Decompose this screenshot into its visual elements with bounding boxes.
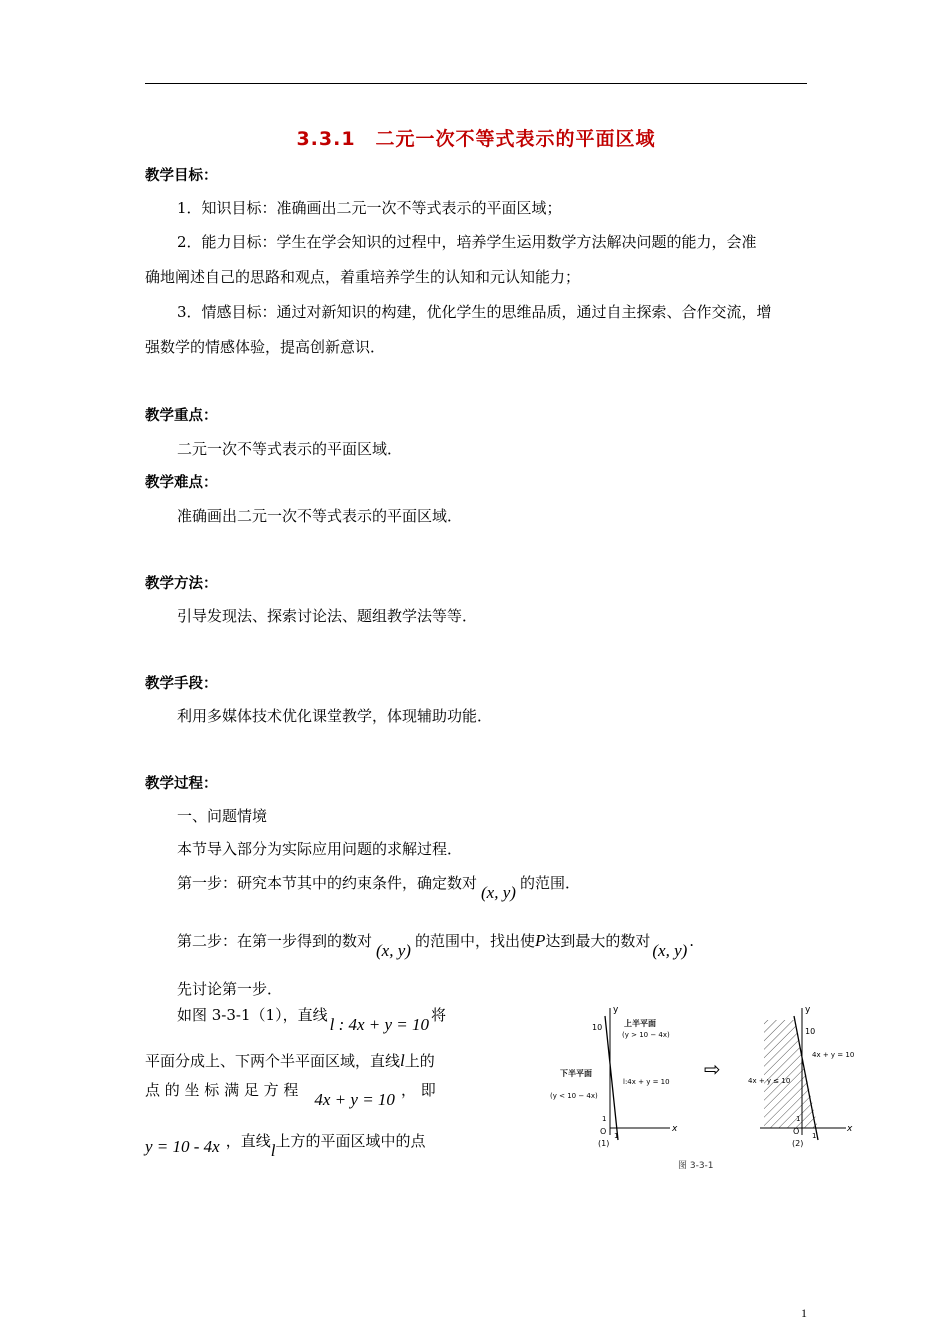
- figure-3-3-1: [550, 1000, 870, 1180]
- right-ineq-label: 4x + y ≤ 10: [748, 1077, 791, 1085]
- text-line-4: [145, 1130, 426, 1160]
- left-lower-label: 下半平面: [560, 1069, 592, 1078]
- difficulty-text: 准确画出二元一次不等式表示的平面区域．: [177, 507, 463, 525]
- text-line-2-a: 平面分成上、下两个半平面区域，直线: [145, 1052, 401, 1070]
- step-2-text-d: .: [689, 932, 695, 950]
- text-line-2: [145, 1050, 435, 1071]
- step-2-text-c: 达到最大的数对: [545, 932, 651, 950]
- fig-ref-text-b: 将: [431, 1006, 447, 1024]
- left-origin: O: [600, 1127, 607, 1136]
- step-2-math-1: (x, y): [376, 941, 411, 960]
- process-sub-1: 一、问题情境: [177, 807, 268, 825]
- figure-left-plot: [550, 1005, 678, 1148]
- left-caption: (1): [598, 1139, 610, 1148]
- left-line-label: l:4x + y = 10: [623, 1078, 670, 1086]
- right-tick-1x: 1: [812, 1132, 817, 1140]
- left-upper-label: 上半平面: [624, 1019, 656, 1028]
- step-2-text-b: 的范围中，找出使: [414, 932, 535, 950]
- text-line-4-l: l: [270, 1141, 276, 1160]
- header-rule: [145, 83, 807, 84]
- text-line-4-a: ，直线: [225, 1132, 271, 1150]
- goals-heading: 教学目标：: [145, 168, 218, 184]
- page-number: 1: [801, 1306, 807, 1320]
- method-heading: 教学方法：: [145, 576, 218, 592]
- goal-1: 1．知识目标：准确画出二元一次不等式表示的平面区域；: [177, 199, 562, 217]
- key-text: 二元一次不等式表示的平面区域．: [177, 440, 403, 458]
- right-origin: O: [793, 1127, 800, 1136]
- right-shaded-region: [764, 1020, 818, 1128]
- process-heading: 教学过程：: [145, 776, 218, 792]
- left-upper-ineq: (y > 10 − 4x): [622, 1031, 670, 1039]
- text-line-3-a: 点 的 坐 标 满 足 方 程: [145, 1081, 299, 1099]
- right-y-label: y: [805, 1005, 811, 1015]
- discuss-text: 先讨论第一步．: [177, 980, 283, 998]
- figure-right-plot: [748, 1005, 854, 1148]
- text-line-2-b: 上的: [404, 1052, 435, 1070]
- step-2-p: P: [534, 931, 546, 950]
- left-tick-1x: 1: [614, 1132, 619, 1140]
- fig-ref-math: l : 4x + y = 10: [329, 1015, 430, 1034]
- step-1-math: (x, y): [481, 883, 516, 902]
- left-lower-ineq: (y < 10 − 4x): [550, 1092, 598, 1100]
- left-tick-1y: 1: [602, 1115, 607, 1123]
- goal-2-line-2: 确地阐述自己的思路和观点，着重培养学生的认知和元认知能力；: [145, 268, 581, 286]
- left-y-label: y: [613, 1005, 619, 1015]
- text-line-2-l: l: [400, 1051, 405, 1070]
- step-2-text-a: 第二步：在第一步得到的数对: [177, 932, 373, 950]
- left-line-l: [605, 1016, 618, 1140]
- text-line-3-math: 4x + y = 10: [314, 1090, 395, 1109]
- left-tick-10: 10: [592, 1023, 603, 1032]
- right-caption: (2): [792, 1139, 804, 1148]
- text-line-4-b: 上方的平面区域中的点: [275, 1132, 426, 1150]
- step-1-text-a: 第一步：研究本节其中的约束条件，确定数对: [177, 874, 478, 892]
- fig-ref-text-a: 如图 3-3-1（1），直线: [177, 1006, 328, 1024]
- arrow-icon: ⇨: [704, 1057, 721, 1081]
- text-line-4-math: y = 10 - 4x: [145, 1137, 220, 1156]
- right-tick-10: 10: [805, 1027, 816, 1036]
- text-line-3-b: ， 即: [400, 1081, 436, 1099]
- difficulty-heading: 教学难点：: [145, 475, 218, 491]
- goal-3-line-1: 3．情感目标：通过对新知识的构建，优化学生的思维品质，通过自主探索、合作交流，增: [177, 303, 772, 321]
- means-heading: 教学手段：: [145, 676, 218, 692]
- goal-2-line-1: 2．能力目标：学生在学会知识的过程中，培养学生运用数学方法解决问题的能力，会准: [177, 233, 757, 251]
- means-text: 利用多媒体技术优化课堂教学，体现辅助功能．: [177, 707, 493, 725]
- right-tick-1y: 1: [796, 1115, 801, 1123]
- step-1-text-b: 的范围．: [519, 874, 580, 892]
- left-x-label: x: [672, 1124, 678, 1134]
- method-text: 引导发现法、探索讨论法、题组教学法等等．: [177, 607, 478, 625]
- goal-3-line-2: 强数学的情感体验，提高创新意识．: [145, 338, 386, 356]
- figure-caption: 图 3-3-1: [678, 1161, 714, 1171]
- fig-ref-line: [177, 1004, 447, 1034]
- step-2-math-2: (x, y): [652, 941, 688, 960]
- page-title: 3.3.1 二元一次不等式表示的平面区域: [296, 128, 656, 150]
- right-x-label: x: [847, 1124, 853, 1134]
- step-1: [177, 872, 580, 902]
- process-intro: 本节导入部分为实际应用问题的求解过程．: [177, 840, 463, 858]
- step-2: [177, 930, 695, 960]
- right-line-label: 4x + y = 10: [812, 1051, 855, 1059]
- text-line-3: [145, 1079, 436, 1109]
- key-heading: 教学重点：: [145, 408, 218, 424]
